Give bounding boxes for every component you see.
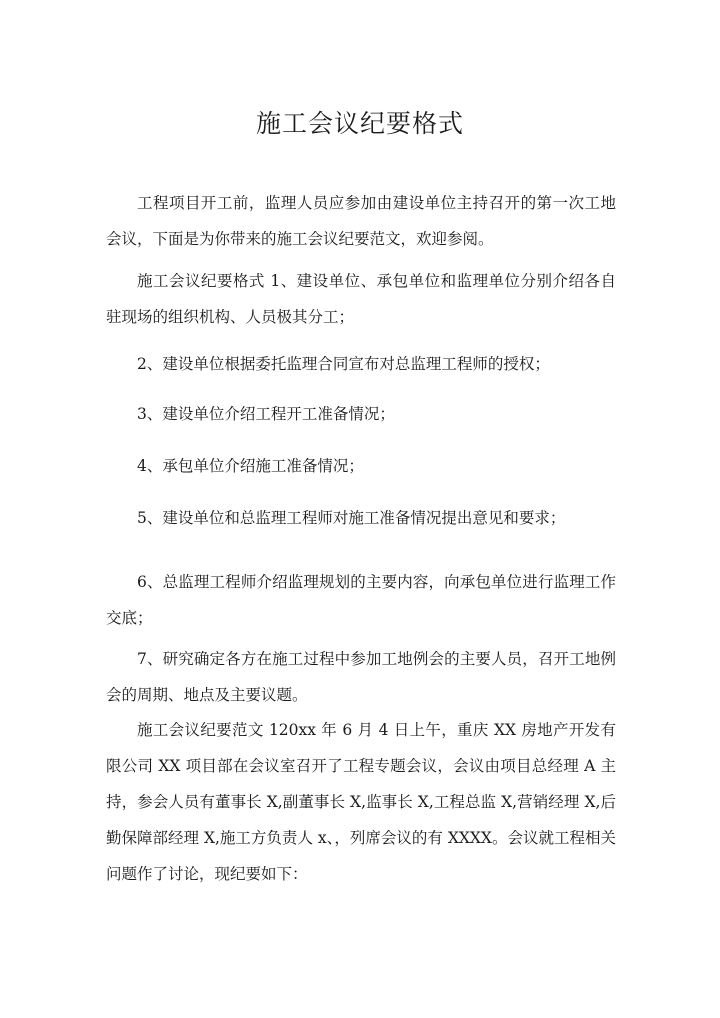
paragraph-item-5: 5、建设单位和总监理工程师对施工准备情况提出意见和要求； <box>137 509 566 527</box>
paragraph-format-item-1: 施工会议纪要格式 1、建设单位、承包单位和监理单位分别介绍各自驻现场的组织机构、人员极其分工； <box>106 272 616 326</box>
paragraph-item-6: 6、总监理工程师介绍监理规划的主要内容，向承包单位进行监理工作交底； <box>106 573 616 627</box>
document-title: 施工会议纪要格式 <box>255 109 464 138</box>
paragraph-sample-minutes: 施工会议纪要范文 120xx 年 6 月 4 日上午，重庆 XX 房地产开发有限公司 XX 项目部在会议室召开了工程专题会议，会议由项目总经理 A 主持，参会人员有董事长 X,副董事长 X,监事长 X,工程总监 X,营销经理 X,后勤保障部经理 X,施工方负责人 x、，列席会议的有 XXXX。会议就工程相关问题作了讨论，现纪要如下： <box>106 721 616 883</box>
paragraph-item-2: 2、建设单位根据委托监理合同宣布对总监理工程师的授权； <box>137 355 550 373</box>
paragraph-item-7: 7、研究确定各方在施工过程中参加工地例会的主要人员，召开工地例会的周期、地点及主要议题。 <box>106 650 616 704</box>
paragraph-item-3: 3、建设单位介绍工程开工准备情况； <box>137 405 395 423</box>
paragraph-item-4: 4、承包单位介绍施工准备情况； <box>137 457 364 475</box>
paragraph-intro: 工程项目开工前，监理人员应参加由建设单位主持召开的第一次工地会议，下面是为你带来的施工会议纪要范文，欢迎参阅。 <box>106 194 616 248</box>
